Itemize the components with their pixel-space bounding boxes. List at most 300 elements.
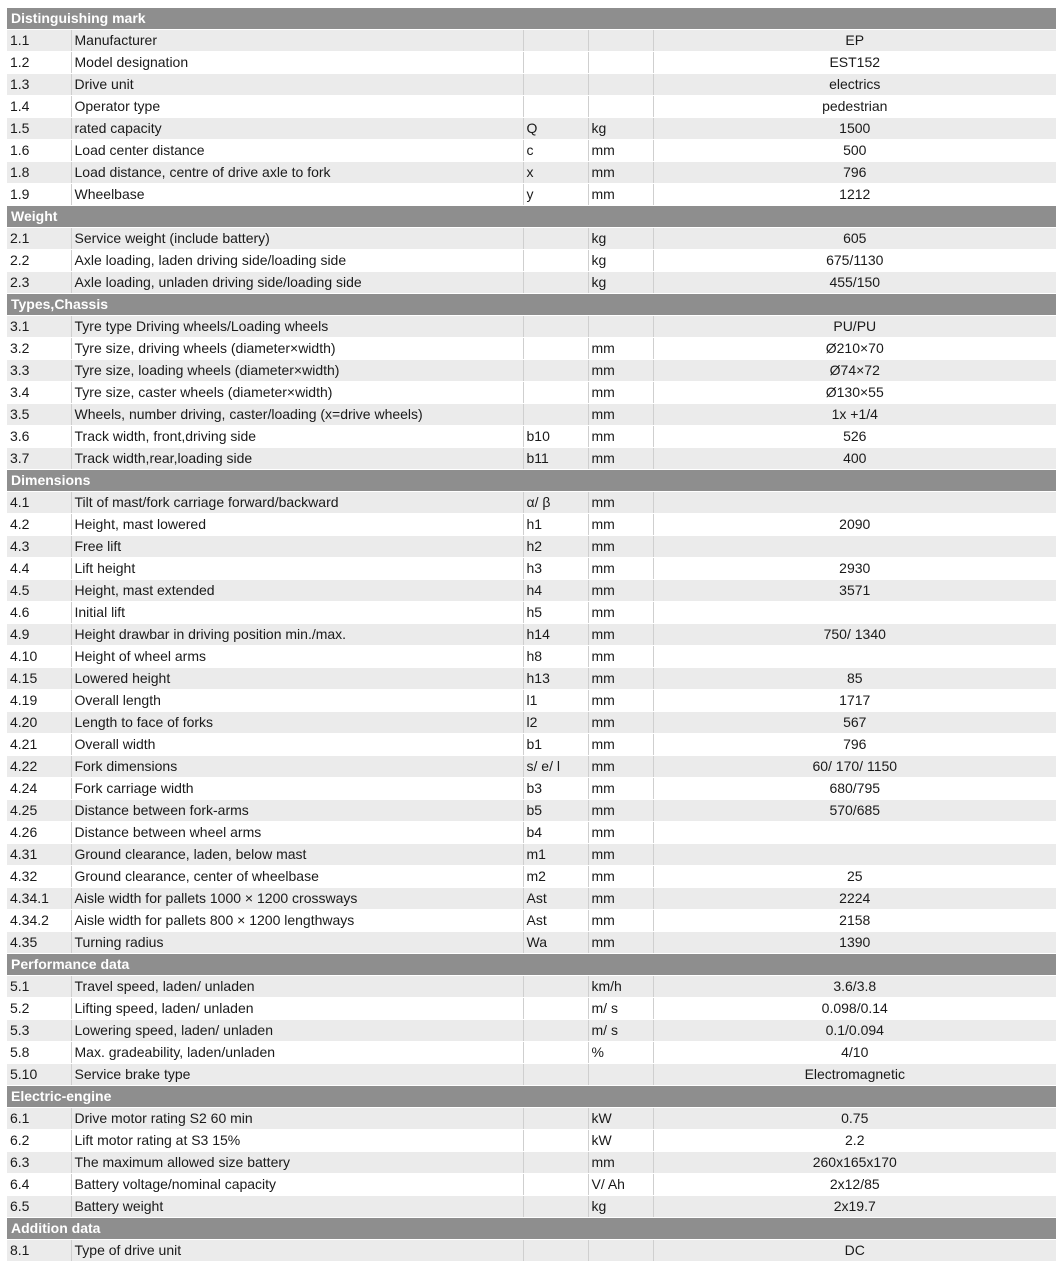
spec-symbol-cell (523, 1196, 588, 1218)
spec-symbol-cell (523, 1108, 588, 1130)
spec-unit-cell: % (588, 1042, 653, 1064)
section-header (7, 1086, 1056, 1108)
spec-description-cell: Free lift (71, 536, 523, 558)
spec-symbol-cell (523, 1152, 588, 1174)
spec-row (7, 1020, 1056, 1042)
spec-row (7, 1240, 1056, 1262)
spec-value-cell: 1500 (653, 118, 1056, 140)
spec-symbol-cell (523, 272, 588, 294)
spec-value-cell (653, 536, 1056, 558)
spec-symbol-cell (523, 96, 588, 118)
spec-row (7, 360, 1056, 382)
section-title: Weight (7, 206, 1056, 228)
spec-row (7, 404, 1056, 426)
spec-symbol-cell: b4 (523, 822, 588, 844)
spec-row (7, 250, 1056, 272)
spec-unit-cell: mm (588, 140, 653, 162)
spec-unit-cell: km/h (588, 976, 653, 998)
section-title: Addition data (7, 1218, 1056, 1240)
spec-description-cell: Ground clearance, laden, below mast (71, 844, 523, 866)
spec-unit-cell: kg (588, 250, 653, 272)
spec-description-cell: Lift motor rating at S3 15% (71, 1130, 523, 1152)
spec-unit-cell: mm (588, 690, 653, 712)
spec-symbol-cell (523, 1240, 588, 1262)
spec-unit-cell: mm (588, 844, 653, 866)
spec-code-cell: 6.4 (7, 1174, 71, 1196)
spec-value-cell (653, 844, 1056, 866)
spec-unit-cell: mm (588, 404, 653, 426)
spec-row (7, 338, 1056, 360)
spec-symbol-cell: b3 (523, 778, 588, 800)
spec-symbol-cell (523, 998, 588, 1020)
spec-value-cell: 0.098/0.14 (653, 998, 1056, 1020)
spec-code-cell: 6.3 (7, 1152, 71, 1174)
spec-description-cell: Drive motor rating S2 60 min (71, 1108, 523, 1130)
spec-unit-cell: mm (588, 1152, 653, 1174)
spec-description-cell: Length to face of forks (71, 712, 523, 734)
spec-code-cell: 4.19 (7, 690, 71, 712)
spec-unit-cell: kg (588, 1196, 653, 1218)
spec-symbol-cell: α/ β (523, 492, 588, 514)
spec-row (7, 602, 1056, 624)
spec-symbol-cell (523, 1174, 588, 1196)
spec-description-cell: Battery voltage/nominal capacity (71, 1174, 523, 1196)
spec-row (7, 624, 1056, 646)
spec-symbol-cell (523, 52, 588, 74)
spec-value-cell: 0.1/0.094 (653, 1020, 1056, 1042)
spec-code-cell: 4.25 (7, 800, 71, 822)
spec-unit-cell: kg (588, 272, 653, 294)
spec-description-cell: Wheels, number driving, caster/loading (x=drive wheels) (71, 404, 523, 426)
spec-description-cell: Overall length (71, 690, 523, 712)
spec-value-cell: 605 (653, 228, 1056, 250)
spec-row (7, 118, 1056, 140)
spec-description-cell: Turning radius (71, 932, 523, 954)
spec-unit-cell (588, 74, 653, 96)
section-header (7, 954, 1056, 976)
spec-row (7, 866, 1056, 888)
spec-symbol-cell: h8 (523, 646, 588, 668)
spec-value-cell (653, 646, 1056, 668)
spec-row (7, 800, 1056, 822)
spec-value-cell: 1212 (653, 184, 1056, 206)
spec-row (7, 778, 1056, 800)
spec-symbol-cell (523, 316, 588, 338)
spec-unit-cell: mm (588, 624, 653, 646)
spec-code-cell: 3.2 (7, 338, 71, 360)
section-title: Dimensions (7, 470, 1056, 492)
spec-value-cell: 3.6/3.8 (653, 976, 1056, 998)
spec-row (7, 492, 1056, 514)
spec-value-cell: 1717 (653, 690, 1056, 712)
spec-unit-cell (588, 316, 653, 338)
spec-description-cell: Fork carriage width (71, 778, 523, 800)
spec-description-cell: Height, mast extended (71, 580, 523, 602)
spec-symbol-cell: h14 (523, 624, 588, 646)
spec-code-cell: 4.24 (7, 778, 71, 800)
spec-description-cell: Wheelbase (71, 184, 523, 206)
spec-code-cell: 3.7 (7, 448, 71, 470)
spec-value-cell: 796 (653, 734, 1056, 756)
spec-value-cell: 0.75 (653, 1108, 1056, 1130)
spec-row (7, 52, 1056, 74)
spec-code-cell: 4.6 (7, 602, 71, 624)
spec-unit-cell (588, 96, 653, 118)
spec-code-cell: 5.3 (7, 1020, 71, 1042)
spec-code-cell: 4.20 (7, 712, 71, 734)
spec-value-cell: 2x19.7 (653, 1196, 1056, 1218)
spec-symbol-cell (523, 1020, 588, 1042)
spec-code-cell: 3.4 (7, 382, 71, 404)
spec-code-cell: 3.6 (7, 426, 71, 448)
spec-description-cell: Lowered height (71, 668, 523, 690)
spec-code-cell: 4.26 (7, 822, 71, 844)
spec-code-cell: 1.2 (7, 52, 71, 74)
spec-row (7, 558, 1056, 580)
spec-value-cell: 750/ 1340 (653, 624, 1056, 646)
spec-description-cell: Manufacturer (71, 30, 523, 52)
spec-description-cell: Track width, front,driving side (71, 426, 523, 448)
spec-unit-cell (588, 52, 653, 74)
spec-unit-cell: mm (588, 602, 653, 624)
section-title: Types,Chassis (7, 294, 1056, 316)
spec-row (7, 74, 1056, 96)
spec-row (7, 910, 1056, 932)
spec-symbol-cell (523, 404, 588, 426)
spec-unit-cell: mm (588, 162, 653, 184)
spec-unit-cell: mm (588, 448, 653, 470)
spec-code-cell: 8.1 (7, 1240, 71, 1262)
spec-value-cell: 60/ 170/ 1150 (653, 756, 1056, 778)
spec-code-cell: 4.21 (7, 734, 71, 756)
spec-symbol-cell (523, 382, 588, 404)
spec-row (7, 822, 1056, 844)
spec-value-cell: Electromagnetic (653, 1064, 1056, 1086)
spec-symbol-cell: x (523, 162, 588, 184)
spec-description-cell: Service weight (include battery) (71, 228, 523, 250)
spec-code-cell: 5.10 (7, 1064, 71, 1086)
spec-symbol-cell (523, 30, 588, 52)
spec-code-cell: 4.4 (7, 558, 71, 580)
spec-unit-cell: m/ s (588, 1020, 653, 1042)
spec-row (7, 844, 1056, 866)
spec-code-cell: 5.1 (7, 976, 71, 998)
spec-code-cell: 6.5 (7, 1196, 71, 1218)
spec-symbol-cell: h2 (523, 536, 588, 558)
spec-unit-cell (588, 1064, 653, 1086)
spec-symbol-cell: b5 (523, 800, 588, 822)
spec-value-cell: 4/10 (653, 1042, 1056, 1064)
spec-unit-cell: mm (588, 800, 653, 822)
spec-unit-cell: mm (588, 756, 653, 778)
spec-row (7, 932, 1056, 954)
spec-value-cell: 1x +1/4 (653, 404, 1056, 426)
spec-row (7, 998, 1056, 1020)
spec-symbol-cell: b1 (523, 734, 588, 756)
spec-description-cell: Load distance, centre of drive axle to fork (71, 162, 523, 184)
spec-row (7, 140, 1056, 162)
spec-value-cell: 680/795 (653, 778, 1056, 800)
spec-description-cell: Aisle width for pallets 1000 × 1200 crossways (71, 888, 523, 910)
spec-code-cell: 4.9 (7, 624, 71, 646)
spec-description-cell: Aisle width for pallets 800 × 1200 lengthways (71, 910, 523, 932)
spec-unit-cell: mm (588, 932, 653, 954)
spec-description-cell: Max. gradeability, laden/unladen (71, 1042, 523, 1064)
spec-description-cell: Tyre type Driving wheels/Loading wheels (71, 316, 523, 338)
spec-row (7, 1174, 1056, 1196)
spec-value-cell (653, 822, 1056, 844)
spec-unit-cell: mm (588, 426, 653, 448)
spec-symbol-cell: Ast (523, 910, 588, 932)
spec-description-cell: Height drawbar in driving position min./max. (71, 624, 523, 646)
spec-row (7, 316, 1056, 338)
spec-value-cell: 2.2 (653, 1130, 1056, 1152)
spec-row (7, 1064, 1056, 1086)
section-title: Performance data (7, 954, 1056, 976)
spec-value-cell: Ø130×55 (653, 382, 1056, 404)
section-title: Electric-engine (7, 1086, 1056, 1108)
spec-code-cell: 1.1 (7, 30, 71, 52)
spec-description-cell: Service brake type (71, 1064, 523, 1086)
spec-symbol-cell: h3 (523, 558, 588, 580)
spec-symbol-cell: b10 (523, 426, 588, 448)
spec-code-cell: 4.34.2 (7, 910, 71, 932)
spec-description-cell: Tyre size, driving wheels (diameter×width) (71, 338, 523, 360)
spec-description-cell: Fork dimensions (71, 756, 523, 778)
spec-code-cell: 1.4 (7, 96, 71, 118)
spec-code-cell: 4.32 (7, 866, 71, 888)
spec-row (7, 382, 1056, 404)
spec-unit-cell: mm (588, 822, 653, 844)
spec-description-cell: Type of drive unit (71, 1240, 523, 1262)
spec-value-cell: 570/685 (653, 800, 1056, 822)
spec-code-cell: 4.22 (7, 756, 71, 778)
spec-code-cell: 4.34.1 (7, 888, 71, 910)
spec-unit-cell: mm (588, 646, 653, 668)
spec-code-cell: 1.3 (7, 74, 71, 96)
spec-value-cell: 2x12/85 (653, 1174, 1056, 1196)
spec-description-cell: Lifting speed, laden/ unladen (71, 998, 523, 1020)
spec-description-cell: Axle loading, unladen driving side/loading side (71, 272, 523, 294)
spec-value-cell: PU/PU (653, 316, 1056, 338)
spec-row (7, 888, 1056, 910)
spec-code-cell: 6.2 (7, 1130, 71, 1152)
spec-code-cell: 3.1 (7, 316, 71, 338)
spec-symbol-cell: h13 (523, 668, 588, 690)
spec-code-cell: 2.3 (7, 272, 71, 294)
spec-value-cell (653, 602, 1056, 624)
spec-value-cell: 85 (653, 668, 1056, 690)
spec-unit-cell: mm (588, 514, 653, 536)
spec-symbol-cell (523, 338, 588, 360)
spec-unit-cell (588, 30, 653, 52)
spec-description-cell: Distance between fork-arms (71, 800, 523, 822)
spec-row (7, 580, 1056, 602)
spec-description-cell: Lift height (71, 558, 523, 580)
spec-symbol-cell (523, 250, 588, 272)
spec-symbol-cell (523, 1042, 588, 1064)
spec-value-cell: 455/150 (653, 272, 1056, 294)
spec-code-cell: 5.8 (7, 1042, 71, 1064)
spec-row (7, 536, 1056, 558)
spec-code-cell: 1.9 (7, 184, 71, 206)
spec-row (7, 426, 1056, 448)
spec-unit-cell: mm (588, 558, 653, 580)
spec-description-cell: Height, mast lowered (71, 514, 523, 536)
spec-unit-cell: mm (588, 712, 653, 734)
spec-code-cell: 4.31 (7, 844, 71, 866)
spec-code-cell: 4.5 (7, 580, 71, 602)
spec-description-cell: Distance between wheel arms (71, 822, 523, 844)
spec-row (7, 756, 1056, 778)
spec-description-cell: rated capacity (71, 118, 523, 140)
spec-description-cell: Height of wheel arms (71, 646, 523, 668)
spec-unit-cell: mm (588, 492, 653, 514)
spec-row (7, 514, 1056, 536)
spec-unit-cell: m/ s (588, 998, 653, 1020)
spec-row (7, 1042, 1056, 1064)
spec-unit-cell: V/ Ah (588, 1174, 653, 1196)
spec-row (7, 184, 1056, 206)
spec-symbol-cell (523, 74, 588, 96)
spec-symbol-cell: m2 (523, 866, 588, 888)
spec-row (7, 96, 1056, 118)
spec-unit-cell: mm (588, 910, 653, 932)
spec-unit-cell (588, 1240, 653, 1262)
spec-row (7, 668, 1056, 690)
spec-row (7, 976, 1056, 998)
spec-row (7, 272, 1056, 294)
spec-description-cell: Initial lift (71, 602, 523, 624)
spec-value-cell: 2090 (653, 514, 1056, 536)
spec-value-cell: Ø210×70 (653, 338, 1056, 360)
spec-symbol-cell (523, 1064, 588, 1086)
spec-value-cell: DC (653, 1240, 1056, 1262)
spec-code-cell: 5.2 (7, 998, 71, 1020)
spec-description-cell: Lowering speed, laden/ unladen (71, 1020, 523, 1042)
spec-value-cell: 25 (653, 866, 1056, 888)
spec-row (7, 690, 1056, 712)
spec-value-cell: 2930 (653, 558, 1056, 580)
spec-symbol-cell: c (523, 140, 588, 162)
spec-code-cell: 3.5 (7, 404, 71, 426)
spec-symbol-cell: h4 (523, 580, 588, 602)
spec-symbol-cell: Wa (523, 932, 588, 954)
spec-unit-cell: mm (588, 360, 653, 382)
spec-symbol-cell: h5 (523, 602, 588, 624)
spec-value-cell: 1390 (653, 932, 1056, 954)
spec-symbol-cell (523, 976, 588, 998)
spec-table (7, 8, 1056, 1262)
spec-symbol-cell: l1 (523, 690, 588, 712)
spec-value-cell: 796 (653, 162, 1056, 184)
spec-unit-cell: mm (588, 536, 653, 558)
spec-value-cell (653, 492, 1056, 514)
spec-value-cell: 400 (653, 448, 1056, 470)
spec-description-cell: Ground clearance, center of wheelbase (71, 866, 523, 888)
spec-description-cell: Drive unit (71, 74, 523, 96)
spec-row (7, 712, 1056, 734)
spec-symbol-cell (523, 228, 588, 250)
spec-symbol-cell: Ast (523, 888, 588, 910)
spec-value-cell: 2158 (653, 910, 1056, 932)
spec-symbol-cell: h1 (523, 514, 588, 536)
spec-row (7, 448, 1056, 470)
spec-row (7, 1108, 1056, 1130)
spec-value-cell: Ø74×72 (653, 360, 1056, 382)
spec-code-cell: 1.5 (7, 118, 71, 140)
section-header (7, 206, 1056, 228)
spec-unit-cell: kW (588, 1130, 653, 1152)
spec-unit-cell: mm (588, 184, 653, 206)
spec-code-cell: 2.2 (7, 250, 71, 272)
spec-code-cell: 1.8 (7, 162, 71, 184)
spec-description-cell: Tyre size, caster wheels (diameter×width) (71, 382, 523, 404)
spec-value-cell: 3571 (653, 580, 1056, 602)
spec-unit-cell: mm (588, 866, 653, 888)
spec-symbol-cell (523, 360, 588, 382)
spec-row (7, 1152, 1056, 1174)
spec-value-cell: EST152 (653, 52, 1056, 74)
spec-unit-cell: mm (588, 382, 653, 404)
section-header (7, 8, 1056, 30)
spec-unit-cell: mm (588, 888, 653, 910)
spec-unit-cell: kg (588, 228, 653, 250)
spec-description-cell: Tilt of mast/fork carriage forward/backward (71, 492, 523, 514)
spec-row (7, 1130, 1056, 1152)
spec-value-cell: 675/1130 (653, 250, 1056, 272)
spec-unit-cell: mm (588, 668, 653, 690)
spec-value-cell: 500 (653, 140, 1056, 162)
spec-description-cell: Load center distance (71, 140, 523, 162)
section-header (7, 470, 1056, 492)
spec-description-cell: Operator type (71, 96, 523, 118)
spec-description-cell: Axle loading, laden driving side/loading side (71, 250, 523, 272)
spec-code-cell: 4.2 (7, 514, 71, 536)
spec-unit-cell: mm (588, 580, 653, 602)
spec-unit-cell: kW (588, 1108, 653, 1130)
spec-code-cell: 4.35 (7, 932, 71, 954)
spec-unit-cell: mm (588, 778, 653, 800)
spec-row (7, 228, 1056, 250)
spec-row (7, 1196, 1056, 1218)
spec-unit-cell: mm (588, 338, 653, 360)
spec-row (7, 646, 1056, 668)
spec-description-cell: The maximum allowed size battery (71, 1152, 523, 1174)
spec-description-cell: Track width,rear,loading side (71, 448, 523, 470)
spec-value-cell: 567 (653, 712, 1056, 734)
spec-unit-cell: kg (588, 118, 653, 140)
spec-value-cell: 526 (653, 426, 1056, 448)
spec-value-cell: 2224 (653, 888, 1056, 910)
spec-symbol-cell: s/ e/ l (523, 756, 588, 778)
spec-value-cell: electrics (653, 74, 1056, 96)
spec-code-cell: 1.6 (7, 140, 71, 162)
spec-description-cell: Tyre size, loading wheels (diameter×width) (71, 360, 523, 382)
spec-symbol-cell: l2 (523, 712, 588, 734)
spec-row (7, 734, 1056, 756)
spec-description-cell: Battery weight (71, 1196, 523, 1218)
spec-value-cell: 260x165x170 (653, 1152, 1056, 1174)
spec-code-cell: 4.10 (7, 646, 71, 668)
section-header (7, 1218, 1056, 1240)
spec-symbol-cell: Q (523, 118, 588, 140)
spec-value-cell: EP (653, 30, 1056, 52)
spec-unit-cell: mm (588, 734, 653, 756)
section-header (7, 294, 1056, 316)
spec-symbol-cell: b11 (523, 448, 588, 470)
spec-description-cell: Model designation (71, 52, 523, 74)
